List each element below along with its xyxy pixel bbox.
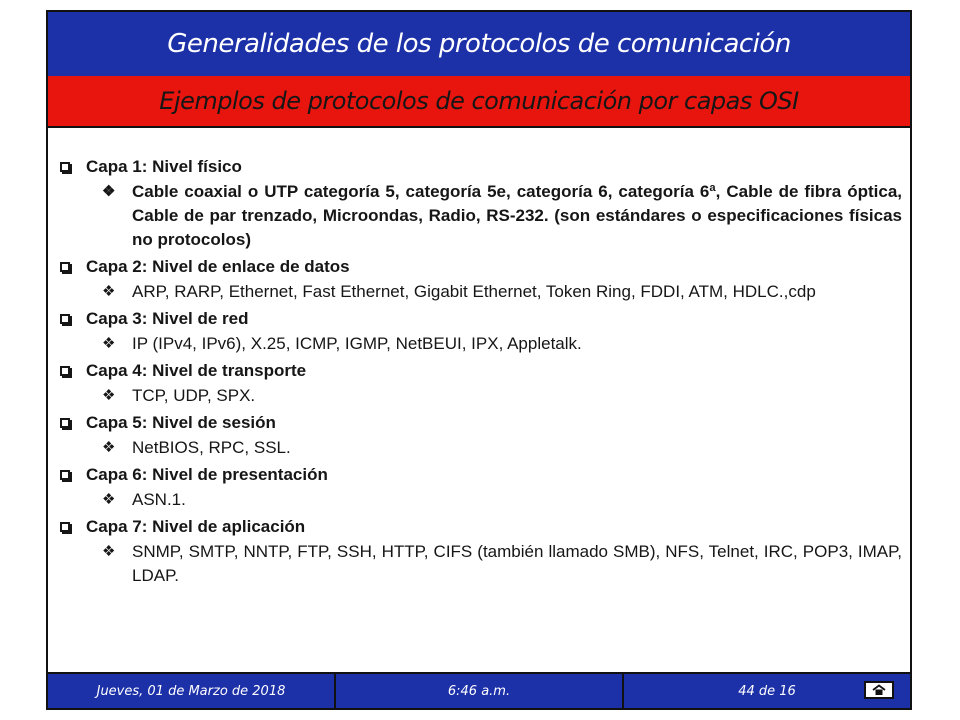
layer-2-label: Capa 2: Nivel de enlace de datos bbox=[86, 257, 350, 276]
layer-6-heading bbox=[60, 462, 902, 488]
diamond-bullet-icon: ❖ bbox=[102, 491, 116, 508]
layer-5-label: Capa 5: Nivel de sesión bbox=[86, 413, 276, 432]
diamond-bullet-icon: ❖ bbox=[102, 283, 116, 300]
layer-2-item bbox=[102, 280, 902, 304]
layer-2-item-text: ARP, RARP, Ethernet, Fast Ethernet, Gigabit Ethernet, Token Ring, FDDI, ATM, HDLC.,cdp bbox=[132, 282, 816, 301]
layer-7-item-text: SNMP, SMTP, NNTP, FTP, SSH, HTTP, CIFS (también llamado SMB), NFS, Telnet, IRC, POP3, IMAP, LDAP. bbox=[132, 542, 902, 585]
footer-page-cell bbox=[624, 674, 910, 708]
layer-6-item bbox=[102, 488, 902, 512]
diamond-bullet-icon: ❖ bbox=[102, 335, 116, 352]
diamond-bullet-icon: ❖ bbox=[102, 439, 116, 456]
layer-2-heading bbox=[60, 254, 902, 280]
layer-7-label: Capa 7: Nivel de aplicación bbox=[86, 517, 306, 536]
layer-6-item-text: ASN.1. bbox=[132, 490, 186, 509]
layer-7-heading bbox=[60, 514, 902, 540]
layer-4-heading bbox=[60, 358, 902, 384]
layer-6-label: Capa 6: Nivel de presentación bbox=[86, 465, 328, 484]
layer-1-item bbox=[102, 180, 902, 252]
layer-3-item-text: IP (IPv4, IPv6), X.25, ICMP, IGMP, NetBEUI, IPX, Appletalk. bbox=[132, 334, 582, 353]
footer-bar bbox=[48, 672, 910, 708]
home-icon bbox=[869, 684, 889, 696]
square-bullet-icon bbox=[60, 514, 86, 541]
square-bullet-icon bbox=[60, 254, 86, 281]
layer-1-item-text: Cable coaxial o UTP categoría 5, categoría 5e, categoría 6, categoría 6ª, Cable de fibra óptica, Cable de par trenzado, Microondas, Radio, RS-232. (son estándares o especificaciones físicas no protocolos) bbox=[132, 182, 902, 249]
diamond-bullet-icon: ❖ bbox=[102, 183, 116, 200]
footer-page-number: 44 de 16 bbox=[738, 683, 796, 699]
layer-3-label: Capa 3: Nivel de red bbox=[86, 309, 249, 328]
footer-date: Jueves, 01 de Marzo de 2018 bbox=[48, 674, 336, 708]
layer-1-heading bbox=[60, 154, 902, 180]
home-button[interactable] bbox=[864, 681, 894, 699]
layer-7-item bbox=[102, 540, 902, 588]
subtitle-bar bbox=[48, 76, 910, 128]
square-bullet-icon bbox=[60, 462, 86, 489]
title-bar bbox=[48, 12, 910, 78]
content-area bbox=[60, 154, 902, 590]
layer-4-label: Capa 4: Nivel de transporte bbox=[86, 361, 307, 380]
layer-3-heading bbox=[60, 306, 902, 332]
diamond-bullet-icon: ❖ bbox=[102, 387, 116, 404]
square-bullet-icon bbox=[60, 358, 86, 385]
slide-frame bbox=[46, 10, 912, 710]
layer-4-item-text: TCP, UDP, SPX. bbox=[132, 386, 256, 405]
layer-4-item bbox=[102, 384, 902, 408]
square-bullet-icon bbox=[60, 154, 86, 181]
layer-5-item bbox=[102, 436, 902, 460]
layer-5-item-text: NetBIOS, RPC, SSL. bbox=[132, 438, 291, 457]
layer-5-heading bbox=[60, 410, 902, 436]
slide-subtitle: Ejemplos de protocolos de comunicación por capas OSI bbox=[159, 87, 799, 115]
layer-1-label: Capa 1: Nivel físico bbox=[86, 157, 242, 176]
diamond-bullet-icon: ❖ bbox=[102, 543, 116, 560]
footer-time: 6:46 a.m. bbox=[336, 674, 624, 708]
square-bullet-icon bbox=[60, 410, 86, 437]
layer-3-item bbox=[102, 332, 902, 356]
square-bullet-icon bbox=[60, 306, 86, 333]
slide-title: Generalidades de los protocolos de comunicación bbox=[167, 29, 791, 59]
